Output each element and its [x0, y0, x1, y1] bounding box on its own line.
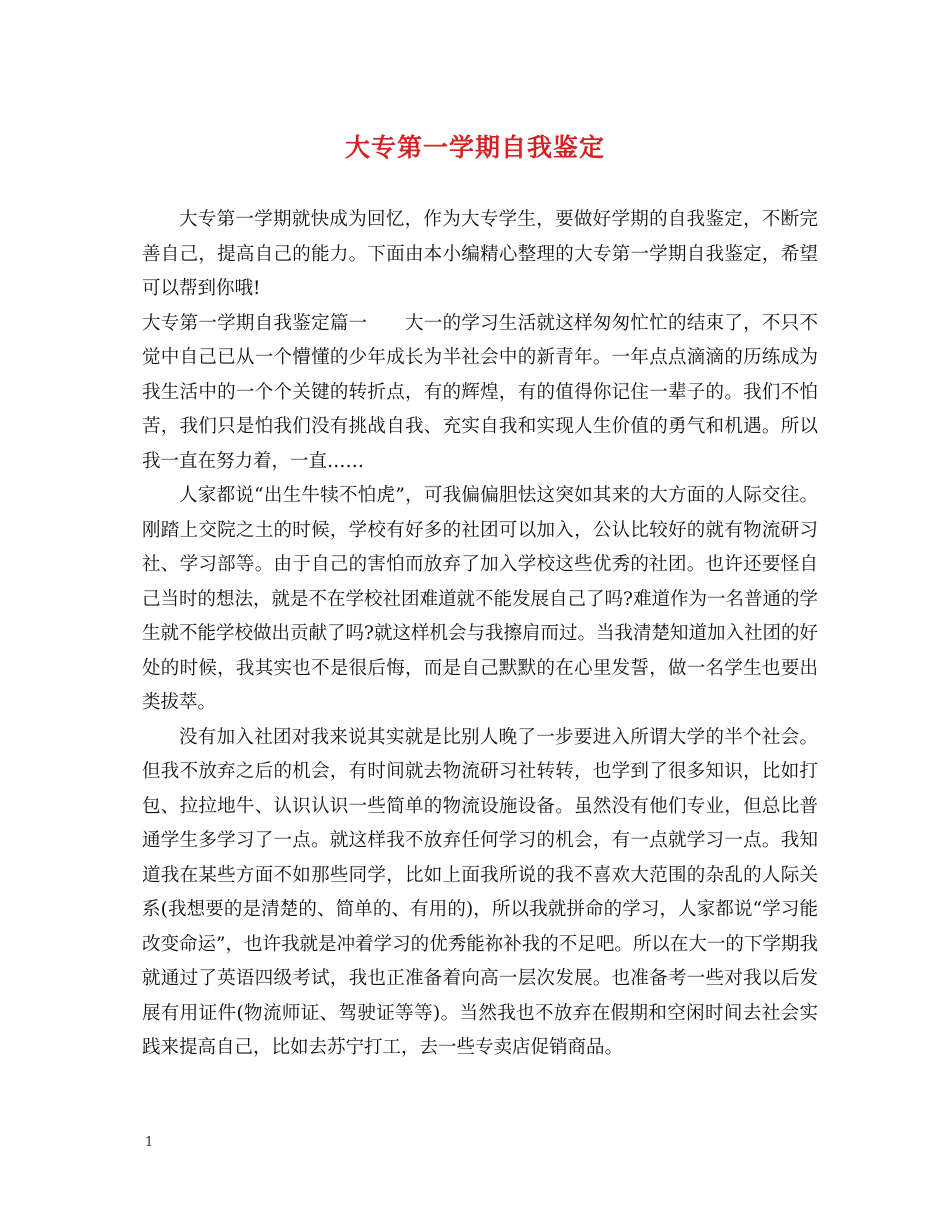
- document-body: [142, 203, 818, 1066]
- document-title: 大专第一学期自我鉴定: [344, 133, 605, 162]
- page-number: 1: [145, 1135, 154, 1150]
- paragraph-intro: 大专第一学期就快成为回忆，作为大专学生，要做好学期的自我鉴定，不断完善自己，提高自己的能力。下面由本小编精心整理的大专第一学期自我鉴定，希望可以帮到你哦!: [142, 209, 818, 299]
- paragraph-section-one: 大专第一学期自我鉴定篇一 大一的学习生活就这样匆匆忙忙的结束了，不只不觉中自己已从一个懵懂的少年成长为半社会中的新青年。一年点点滴滴的历练成为我生活中的一个个关键的转折点，有的辉煌，有的值得你记住一辈子的。我们不怕苦，我们只是怕我们没有挑战自我、充实自我和实现人生价值的勇气和机遇。所以我一直在努力着，一直……: [142, 312, 818, 472]
- paragraph-social: 人家都说“出生牛犊不怕虎”，可我偏偏胆怯这突如其来的大方面的人际交往。刚踏上交院之土的时候，学校有好多的社团可以加入，公认比较好的就有物流研习社、学习部等。由于自己的害怕而放弃了加入学校这些优秀的社团。也许还要怪自己当时的想法，就是不在学校社团难道就不能发展自己了吗?难道作为一名普通的学生就不能学校做出贡献了吗?就这样机会与我擦肩而过。当我清楚知道加入社团的好处的时候，我其实也不是很后悔，而是自己默默的在心里发誓，做一名学生也要出类拔萃。: [142, 485, 818, 713]
- paragraph-study: 没有加入社团对我来说其实就是比别人晚了一步要进入所谓大学的半个社会。但我不放弃之后的机会，有时间就去物流研习社转转，也学到了很多知识，比如打包、拉拉地牛、认识认识一些简单的物流设施设备。虽然没有他们专业，但总比普通学生多学习了一点。就这样我不放弃任何学习的机会，有一点就学习一点。我知道我在某些方面不如那些同学，比如上面我所说的我不喜欢大范围的杂乱的人际关系(我想要的是清楚的、简单的、有用的)，所以我就拼命的学习，人家都说“学习能改变命运”，也许我就是冲着学习的优秀能祢补我的不足吧。所以在大一的下学期我就通过了英语四级考试，我也正准备着向高一层次发展。也准备考一些对我以后发展有用证件(物流师证、驾驶证等等)。当然我也不放弃在假期和空闲时间去社会实践来提高自己，比如去苏宁打工，去一些专卖店促销商品。: [142, 726, 818, 1058]
